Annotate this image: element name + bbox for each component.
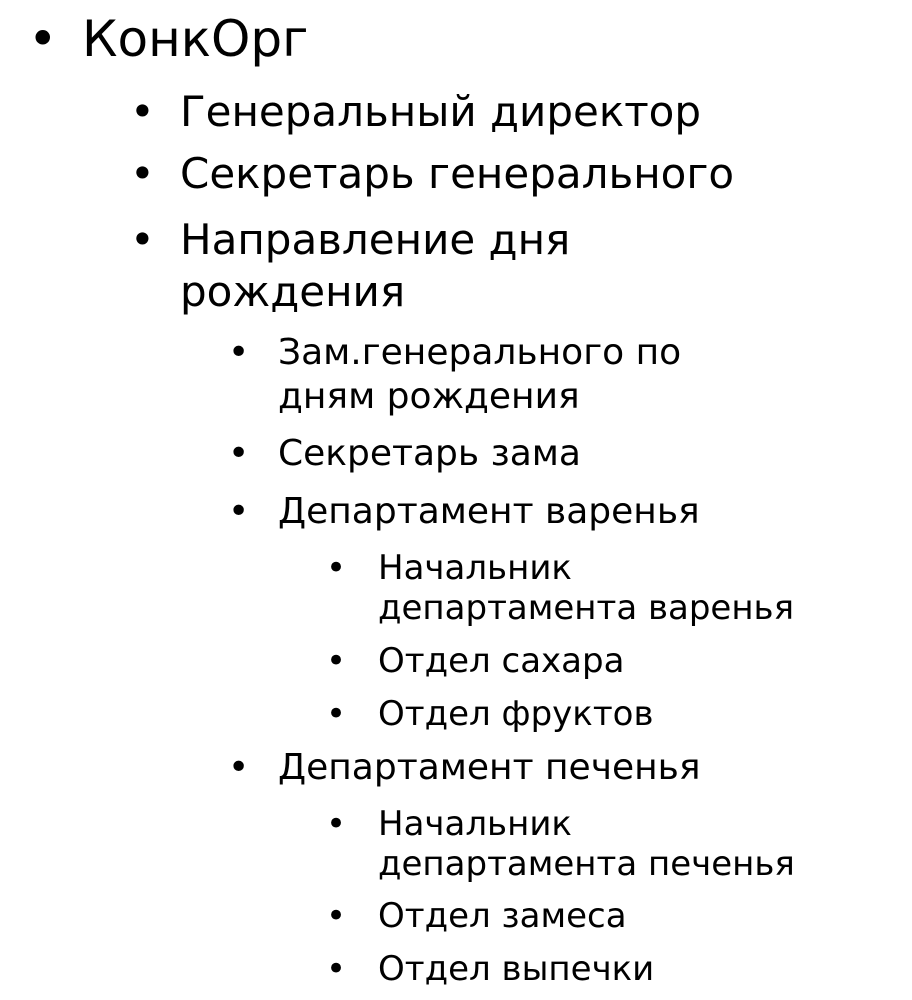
outline-item-label: Генеральный директор bbox=[180, 87, 702, 136]
outline-item-label-continued: рождения bbox=[180, 267, 406, 316]
outline-item-label: КонкОрг bbox=[82, 10, 309, 68]
outline-item-label: Направление дня bbox=[180, 215, 571, 264]
bullet-icon: • bbox=[228, 332, 250, 373]
outline-item-label: Начальник bbox=[378, 804, 572, 844]
outline-item-label-continued: департамента печенья bbox=[378, 844, 795, 884]
bullet-icon: • bbox=[326, 896, 347, 936]
bullet-icon: • bbox=[228, 747, 250, 788]
bullet-icon: • bbox=[326, 548, 347, 588]
outline-item-label: Начальник bbox=[378, 548, 572, 588]
bullet-icon: • bbox=[130, 87, 155, 136]
bullet-icon: • bbox=[130, 149, 155, 198]
outline-item-label: Отдел замеса bbox=[378, 896, 627, 936]
bullet-icon: • bbox=[28, 10, 58, 68]
outline-item-label: Отдел сахара bbox=[378, 641, 625, 681]
bullet-icon: • bbox=[326, 804, 347, 844]
outline-item-label-continued: департамента варенья bbox=[378, 588, 795, 628]
outline-item-label: Отдел фруктов bbox=[378, 694, 654, 734]
bullet-icon: • bbox=[326, 694, 347, 734]
outline-item-label: Зам.генерального по bbox=[278, 332, 682, 373]
outline-item-label: Секретарь зама bbox=[278, 433, 581, 474]
outline-item-label-continued: дням рождения bbox=[278, 376, 580, 417]
bullet-icon: • bbox=[130, 215, 155, 264]
bullet-icon: • bbox=[326, 641, 347, 681]
outline-item-label: Департамент печенья bbox=[278, 747, 701, 788]
outline-item-label: Секретарь генерального bbox=[180, 149, 735, 198]
bullet-icon: • bbox=[228, 433, 250, 474]
outline-item-label: Отдел выпечки bbox=[378, 949, 655, 989]
bullet-icon: • bbox=[228, 491, 250, 532]
outline-item-label: Департамент варенья bbox=[278, 491, 700, 532]
bullet-icon: • bbox=[326, 949, 347, 989]
